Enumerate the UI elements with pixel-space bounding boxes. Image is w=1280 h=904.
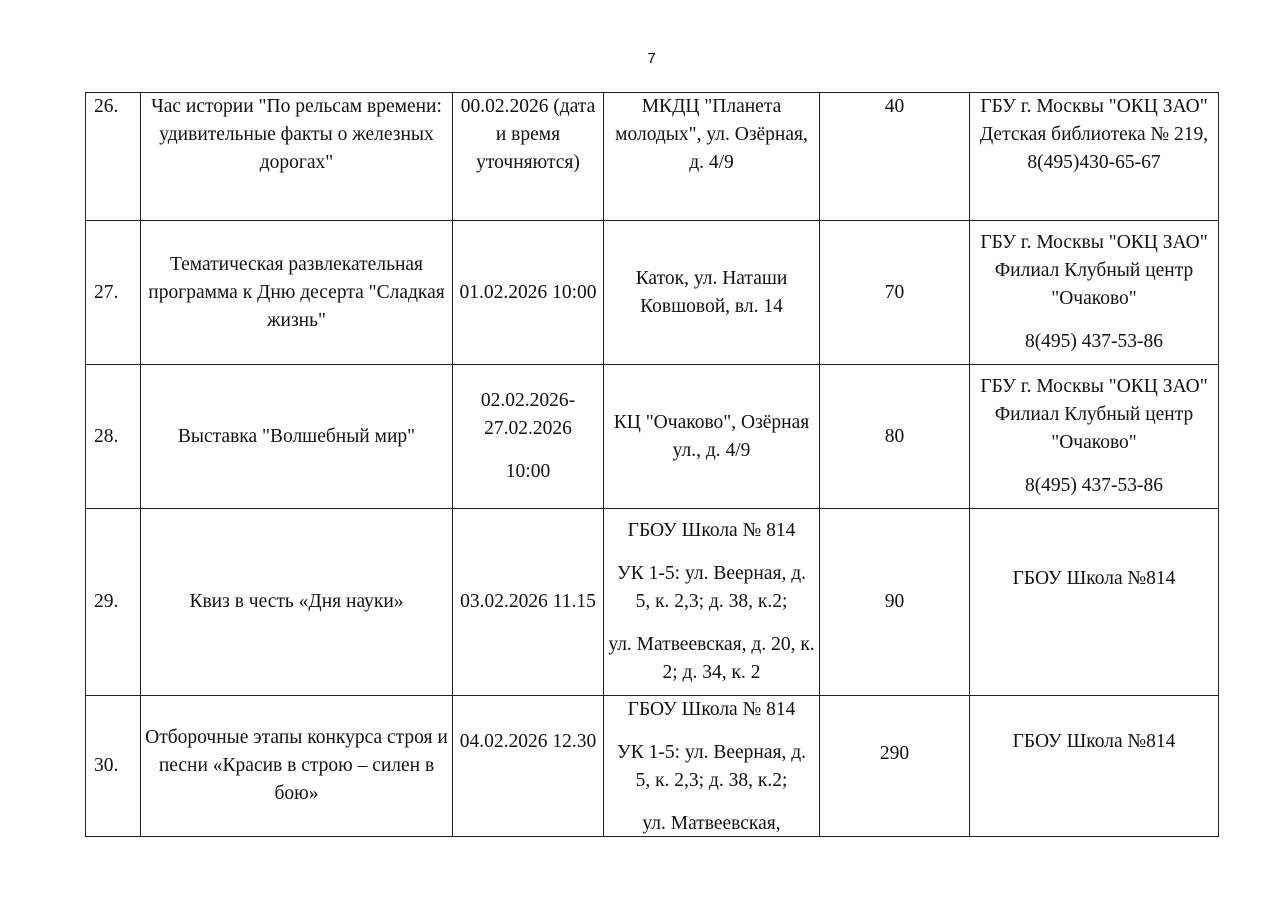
participant-count: 70 <box>820 221 970 365</box>
event-place: Каток, ул. Наташи Ковшовой, вл. 14 <box>604 221 820 365</box>
event-time: 10:00 <box>505 461 551 482</box>
table-row <box>86 221 1219 365</box>
row-number: 26. <box>86 93 141 221</box>
row-number: 30. <box>86 696 141 837</box>
table-row <box>86 696 1219 837</box>
table-row <box>86 509 1219 696</box>
organizer-phone: 8(495) 437-53-86 <box>1024 475 1164 496</box>
place-address-2: ул. Матвеевская, <box>642 813 781 834</box>
event-title: Тематическая развлекательная программа к Дню десерта "Сладкая жизнь" <box>141 221 453 365</box>
organizer: ГБОУ Школа №814 <box>970 696 1219 837</box>
event-title: Отборочные этапы конкурса строя и песни «Красив в строю – силен в бою» <box>141 696 453 837</box>
event-date: 03.02.2026 11.15 <box>453 509 604 696</box>
place-address-2: ул. Матвеевская, д. 20, к. 2; д. 34, к. 2 <box>608 634 815 683</box>
table-row <box>86 365 1219 509</box>
organizer <box>970 221 1219 365</box>
row-number: 27. <box>86 221 141 365</box>
event-place <box>604 696 820 837</box>
row-number: 28. <box>86 365 141 509</box>
organizer <box>970 365 1219 509</box>
place-name: ГБОУ Школа № 814 <box>627 520 796 541</box>
events-table <box>85 92 1219 837</box>
organizer-name: ГБУ г. Москвы "ОКЦ ЗАО" Филиал Клубный центр "Очаково" <box>980 376 1208 453</box>
event-date <box>453 365 604 509</box>
event-date: 00.02.2026 (дата и время уточняются) <box>453 93 604 221</box>
participant-count: 290 <box>820 696 970 837</box>
organizer: ГБУ г. Москвы "ОКЦ ЗАО" Детская библиотека № 219, 8(495)430-65-67 <box>970 93 1219 221</box>
organizer-phone: 8(495) 437-53-86 <box>1024 331 1164 352</box>
event-title: Час истории "По рельсам времени: удивительные факты о железных дорогах" <box>141 93 453 221</box>
participant-count: 40 <box>820 93 970 221</box>
event-date: 04.02.2026 12.30 <box>453 696 604 837</box>
place-name: ГБОУ Школа № 814 <box>627 699 796 720</box>
row-number: 29. <box>86 509 141 696</box>
organizer-name: ГБУ г. Москвы "ОКЦ ЗАО" Филиал Клубный центр "Очаково" <box>980 232 1208 309</box>
event-date-range: 02.02.2026-27.02.2026 <box>480 390 576 439</box>
event-place: КЦ "Очаково", Озёрная ул., д. 4/9 <box>604 365 820 509</box>
page-number: 7 <box>647 50 656 67</box>
event-place <box>604 509 820 696</box>
event-place: МКДЦ "Планета молодых", ул. Озёрная, д. 4/9 <box>604 93 820 221</box>
organizer: ГБОУ Школа №814 <box>970 509 1219 696</box>
place-address-1: УК 1-5: ул. Веерная, д. 5, к. 2,3; д. 38, к.2; <box>616 563 807 612</box>
event-title: Выставка "Волшебный мир" <box>141 365 453 509</box>
participant-count: 80 <box>820 365 970 509</box>
place-address-1: УК 1-5: ул. Веерная, д. 5, к. 2,3; д. 38, к.2; <box>616 742 807 791</box>
event-title: Квиз в честь «Дня науки» <box>141 509 453 696</box>
table-row <box>86 93 1219 221</box>
event-date: 01.02.2026 10:00 <box>453 221 604 365</box>
participant-count: 90 <box>820 509 970 696</box>
